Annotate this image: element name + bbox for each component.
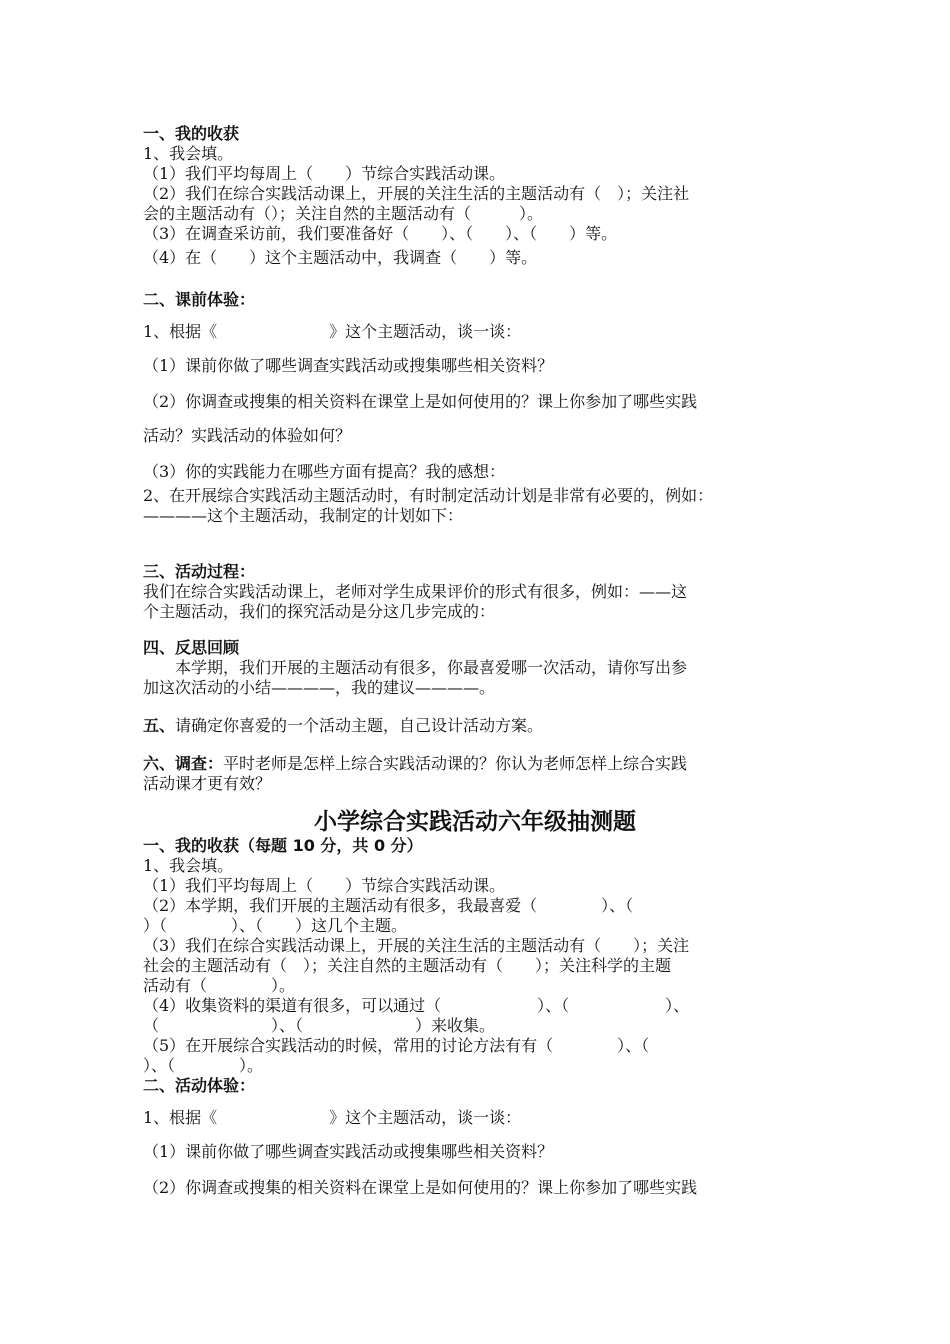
question-line: 2、在开展综合实践活动主题活动时，有时制定活动计划是非常有必要的，例如：	[143, 486, 714, 505]
question-line: ）（ ）、（ ）这几个主题。	[143, 916, 408, 935]
question-line: 活动有（ ）。	[143, 976, 296, 995]
section-heading: 四、反思回顾	[143, 638, 240, 657]
question-line: （1）课前你做了哪些调查实践活动或搜集哪些相关资料？	[143, 356, 554, 375]
section-label: 六、调查：	[143, 754, 224, 773]
question-line: （2）我们在综合实践活动课上，开展的关注生活的主题活动有（ ）；关注社	[143, 184, 690, 203]
section-label: 五、	[143, 716, 176, 735]
section-heading: 一、我的收获	[143, 124, 240, 143]
section-heading: 二、课前体验：	[143, 290, 256, 309]
section-line	[143, 716, 808, 736]
question-label: 1、我会填。	[143, 856, 234, 875]
section-heading: 二、活动体验：	[143, 1076, 256, 1095]
question-label: 1、我会填。	[143, 144, 234, 163]
question-label: 1、根据《 》这个主题活动，谈一谈：	[143, 1108, 522, 1127]
question-label: 1、根据《 》这个主题活动，谈一谈：	[143, 322, 522, 341]
question-line: ————这个主题活动，我制定的计划如下：	[143, 506, 464, 525]
question-line: （1）课前你做了哪些调查实践活动或搜集哪些相关资料？	[143, 1142, 554, 1161]
question-line: （2）你调查或搜集的相关资料在课堂上是如何使用的？课上你参加了哪些实践	[143, 1178, 698, 1197]
question-line: （5）在开展综合实践活动的时候，常用的讨论方法有有（ ）、（	[143, 1036, 650, 1055]
section-heading: 三、活动过程：	[143, 562, 256, 581]
section-text: 平时老师是怎样上综合实践活动课的？你认为老师怎样上综合实践	[223, 754, 688, 773]
question-line: （4）在（ ）这个主题活动中，我调查（ ）等。	[143, 248, 538, 267]
question-line: 社会的主题活动有（ ）；关注自然的主题活动有（ ）；关注科学的主题	[143, 956, 672, 975]
question-line: （2）你调查或搜集的相关资料在课堂上是如何使用的？课上你参加了哪些实践	[143, 392, 698, 411]
question-line: （3）在调查采访前，我们要准备好（ ）、（ ）、（ ）等。	[143, 224, 618, 243]
question-line: ）、（ ）。	[143, 1056, 264, 1075]
question-line: （3）我们在综合实践活动课上，开展的关注生活的主题活动有（ ）；关注	[143, 936, 690, 955]
question-line: （1）我们平均每周上（ ）节综合实践活动课。	[143, 164, 506, 183]
question-line: 会的主题活动有（）；关注自然的主题活动有（ ）。	[143, 204, 544, 223]
question-line: （2）本学期，我们开展的主题活动有很多，我最喜爱（ ）、（	[143, 896, 634, 915]
paragraph-line: 个主题活动，我们的探究活动是分这几步完成的：	[143, 602, 496, 621]
section-line	[143, 754, 808, 774]
question-line: （ ）、（ ）来收集。	[143, 1016, 496, 1035]
question-line: （1）我们平均每周上（ ）节综合实践活动课。	[143, 876, 506, 895]
paragraph-line: 活动课才更有效？	[143, 774, 272, 793]
paragraph-line: 本学期，我们开展的主题活动有很多，你最喜爱哪一次活动，请你写出参	[143, 658, 688, 677]
section-text: 请确定你喜爱的一个活动主题，自己设计活动方案。	[175, 716, 544, 735]
question-line: （3）你的实践能力在哪些方面有提高？我的感想：	[143, 462, 506, 481]
question-line: （4）收集资料的渠道有很多，可以通过（ ）、（ ）、	[143, 996, 690, 1015]
section-heading: 一、我的收获（每题 10 分，共 0 分）	[143, 836, 423, 855]
paragraph-line: 加这次活动的小结————，我的建议————。	[143, 678, 496, 697]
page-title: 小学综合实践活动六年级抽测题	[314, 809, 636, 835]
paragraph-line: 我们在综合实践活动课上，老师对学生成果评价的形式有很多，例如：——这	[143, 582, 688, 601]
question-line: 活动？实践活动的体验如何？	[143, 426, 352, 445]
